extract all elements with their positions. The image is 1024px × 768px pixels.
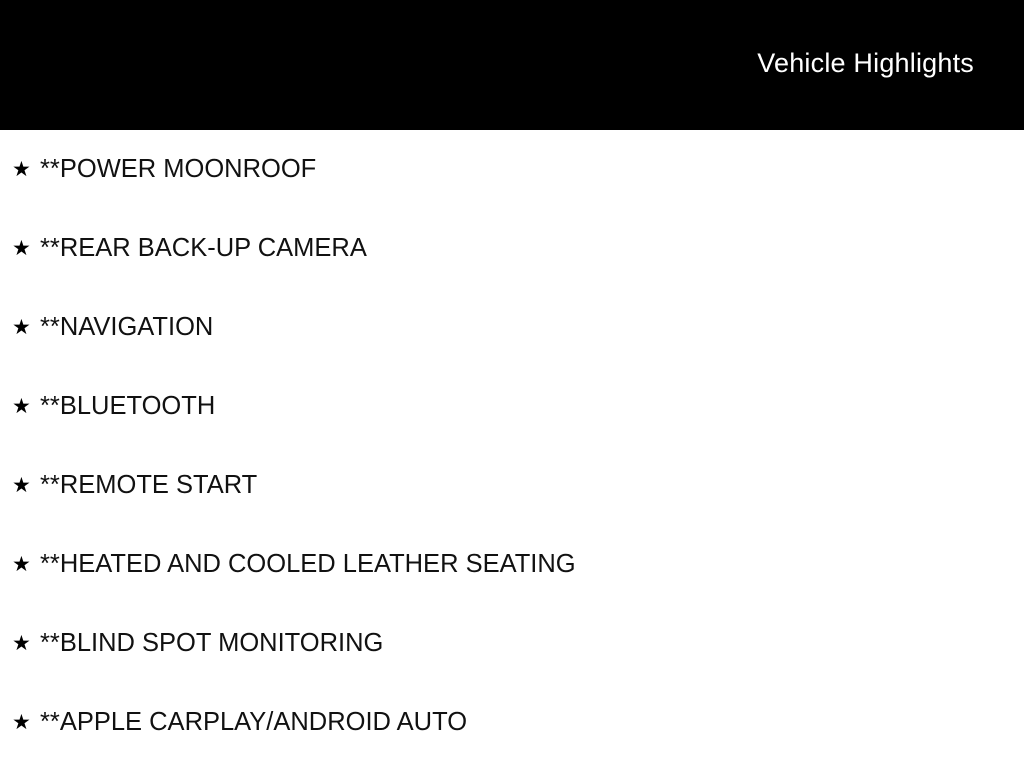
list-item (0, 209, 1024, 288)
highlight-label: **BLUETOOTH (40, 392, 216, 421)
list-item (0, 683, 1024, 762)
star-icon: ★ (12, 237, 31, 260)
list-item (0, 446, 1024, 525)
list-item (0, 288, 1024, 367)
highlight-label: **APPLE CARPLAY/ANDROID AUTO (40, 708, 468, 737)
highlight-label: **NAVIGATION (40, 313, 214, 342)
page-title: Vehicle Highlights (757, 48, 974, 78)
list-item (0, 130, 1024, 209)
list-item (0, 525, 1024, 604)
highlight-label: **HEATED AND COOLED LEATHER SEATING (40, 550, 576, 579)
header-bar (0, 0, 1024, 130)
star-icon: ★ (12, 474, 31, 497)
list-item (0, 604, 1024, 683)
highlight-label: **REMOTE START (40, 471, 258, 500)
list-item (0, 367, 1024, 446)
highlight-label: **POWER MOONROOF (40, 155, 317, 184)
vehicle-highlights-list (0, 130, 1024, 762)
highlight-label: **REAR BACK-UP CAMERA (40, 234, 367, 263)
star-icon: ★ (12, 553, 31, 576)
highlight-label: **BLIND SPOT MONITORING (40, 629, 384, 658)
star-icon: ★ (12, 395, 31, 418)
star-icon: ★ (12, 316, 31, 339)
star-icon: ★ (12, 632, 31, 655)
star-icon: ★ (12, 711, 31, 734)
star-icon: ★ (12, 158, 31, 181)
